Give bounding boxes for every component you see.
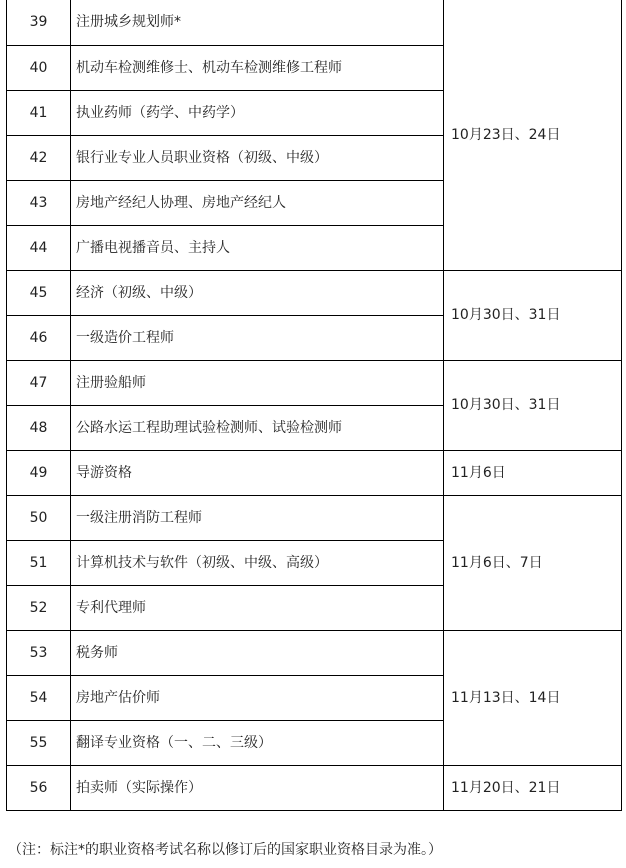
exam-name: 公路水运工程助理试验检测师、试验检测师 — [71, 405, 444, 450]
table-row — [7, 450, 622, 495]
exam-name: 机动车检测维修士、机动车检测维修工程师 — [71, 45, 444, 90]
exam-date: 10月23日、24日 — [444, 0, 622, 270]
table-row — [7, 495, 622, 540]
footnote: （注：标注*的职业资格考试名称以修订后的国家职业资格目录为准。） — [8, 842, 442, 858]
exam-name: 注册验船师 — [71, 360, 444, 405]
exam-name: 导游资格 — [71, 450, 444, 495]
exam-name: 税务师 — [71, 630, 444, 675]
row-number: 45 — [7, 270, 71, 315]
exam-name: 执业药师（药学、中药学） — [71, 90, 444, 135]
row-number: 51 — [7, 540, 71, 585]
exam-name: 房地产估价师 — [71, 675, 444, 720]
row-number: 41 — [7, 90, 71, 135]
exam-name: 银行业专业人员职业资格（初级、中级） — [71, 135, 444, 180]
row-number: 52 — [7, 585, 71, 630]
row-number: 49 — [7, 450, 71, 495]
row-number: 40 — [7, 45, 71, 90]
row-number: 44 — [7, 225, 71, 270]
row-number: 42 — [7, 135, 71, 180]
row-number: 48 — [7, 405, 71, 450]
exam-name: 一级造价工程师 — [71, 315, 444, 360]
row-number: 39 — [7, 0, 71, 45]
row-number: 53 — [7, 630, 71, 675]
table-row — [7, 360, 622, 405]
exam-name: 计算机技术与软件（初级、中级、高级） — [71, 540, 444, 585]
row-number: 50 — [7, 495, 71, 540]
exam-schedule-table — [6, 0, 622, 811]
exam-date: 11月6日 — [444, 450, 622, 495]
row-number: 43 — [7, 180, 71, 225]
exam-name: 拍卖师（实际操作） — [71, 765, 444, 810]
exam-name: 一级注册消防工程师 — [71, 495, 444, 540]
row-number: 54 — [7, 675, 71, 720]
table-row — [7, 270, 622, 315]
exam-date: 11月6日、7日 — [444, 495, 622, 630]
row-number: 47 — [7, 360, 71, 405]
exam-name: 注册城乡规划师* — [71, 0, 444, 45]
exam-date: 10月30日、31日 — [444, 360, 622, 450]
table-row — [7, 765, 622, 810]
exam-name: 翻译专业资格（一、二、三级） — [71, 720, 444, 765]
row-number: 55 — [7, 720, 71, 765]
row-number: 56 — [7, 765, 71, 810]
table-row — [7, 0, 622, 45]
exam-name: 经济（初级、中级） — [71, 270, 444, 315]
exam-name: 房地产经纪人协理、房地产经纪人 — [71, 180, 444, 225]
exam-date: 10月30日、31日 — [444, 270, 622, 360]
exam-date: 11月20日、21日 — [444, 765, 622, 810]
row-number: 46 — [7, 315, 71, 360]
exam-name: 广播电视播音员、主持人 — [71, 225, 444, 270]
exam-date: 11月13日、14日 — [444, 630, 622, 765]
table-row — [7, 630, 622, 675]
exam-name: 专利代理师 — [71, 585, 444, 630]
